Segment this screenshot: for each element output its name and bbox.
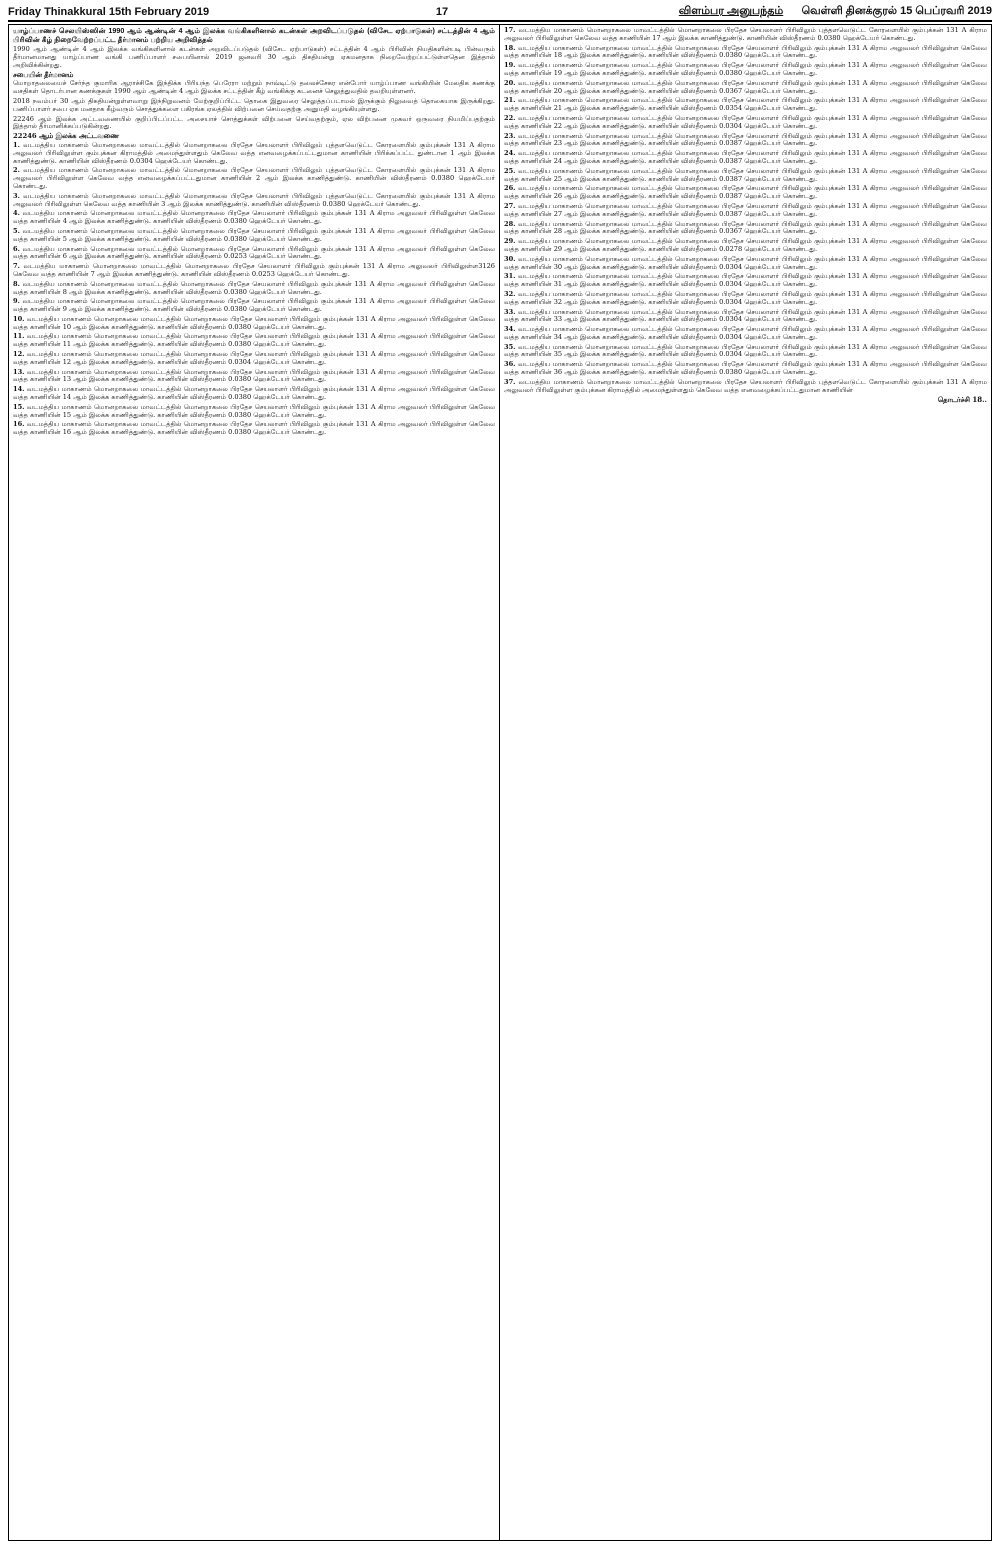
lot-description: வடமத்திய மாகாணம் மொனறாகலை மாவட்டத்தில் மொனறாகலை பிரதேச செயலாளர் பிரிவிலும் கும்புக்கன் 131 A கிராம அலுவலர் பிரிவிலுள்ள கெலேவ வத்த காணியின் 27 ஆம் இலக்க காணித்துண்டு. காணியின் விஸ்தீரணம் 0.0387 ஹெக்டேயர் கொண்டது. [504, 201, 987, 218]
land-lot-entry [13, 228, 495, 244]
page-header [8, 4, 992, 22]
land-lot-entry [504, 150, 987, 166]
lot-description: வடமத்திய மாகாணம் மொனறாகலை மாவட்டத்தில் மொனறாகலை பிரதேச செயலாளர் பிரிவிலும் கும்புக்கன் 131 A கிராம அலுவலர் பிரிவிலுள்ள கெலேவ வத்த காணியின் 25 ஆம் இலக்க காணித்துண்டு. காணியின் விஸ்தீரணம் 0.0387 ஹெக்டேயர் கொண்டது. [504, 166, 987, 183]
lot-description: வடமத்திய மாகாணம் மொனறாகலை மாவட்டத்தில் மொனறாகலை பிரதேச செயலாளர் பிரிவிலும் கும்புக்கன் 131 A கிராம அலுவலர் பிரிவிலுள்ள கெலேவ வத்த காணியின் 34 ஆம் இலக்க காணித்துண்டு. காணியின் விஸ்தீரணம் 0.0304 ஹெக்டேயர் கொண்டது. [504, 325, 987, 341]
resolution-body-1: மொறாதலையைச் சேர்ந்த குமாரிக ஆராச்சிகே இந்திக்க பிரியந்த பெரேரா மற்றும் நாவ்டிட்டு தலைச்சேகர என்போர் யாழ்ப்பாண வங்கியின் மேலதிக கணக்கு வசதிகள் தொடர்பான கணக்குகள் 1990 ஆம் ஆண்டின் 4 ஆம் இலக்க சட்டத்தின் கீழ் வங்கிக்கு கடனைச் செலுத்துவதில் தவறியுள்ளனர். [13, 79, 495, 96]
land-lot-entry [13, 351, 495, 367]
lot-description: வடமத்திய மாகாணம் மொனறாகலை மாவட்டத்தில் மொனறாகலை பிரதேச செயலாளர் பிரிவிலும் கும்புக்கன் 131 A கிராம அலுவலர் பிரிவிலுள்ள கெலேவ வத்த காணியின் 32 ஆம் இலக்க காணித்துண்டு. காணியின் விஸ்தீரணம் 0.0304 ஹெக்டேயர் கொண்டது. [504, 289, 987, 306]
lot-number: 17. [504, 26, 516, 34]
lot-number: 22. [504, 113, 516, 122]
lot-description: வடமத்திய மாகாணம் மொனறாகலை மாவட்டத்தில் மொனறாகலை பிரதேச செயலாளர் பிரிவிலும் கும்புக்கன் 131 A கிராம அலுவலர் பிரிவிலுள்ள கெலேவ வத்த காணியின் 28 ஆம் இலக்க காணித்துண்டு. காணியின் விஸ்தீரணம் 0.0367 ஹெக்டேயர் கொண்டது. [504, 219, 987, 236]
continued-note: தொடர்ச்சி 18.. [937, 395, 987, 405]
lot-number: 3. [13, 191, 20, 200]
resolution-body-3: 22246 ஆம் இலக்க அட்டவணையில் குறிப்பிடப்பட்ட அசையாச் சொத்துக்கள் விற்பனை செய்வதற்கும், ஏல விற்பனை முகவர் ஒருவரை நியமிப்பதற்கும் இத்தால் தீர்மானிக்கப்படுகின்றது. [13, 114, 495, 131]
lot-number: 1. [13, 140, 20, 149]
land-lot-entry [13, 167, 495, 190]
lot-description: வடமத்திய மாகாணம் மொனறாகலை மாவட்டத்தில் மொனறாகலை பிரதேச செயலாளர் பிரிவிலும் கும்புக்கன் 131 A கிராம அலுவலர் பிரிவிலுள்ள கெலேவ வத்த காணியின் 5 ஆம் இலக்க காணித்துண்டு. காணியின் விஸ்தீரணம் 0.0380 ஹெக்டேயர் கொண்டது. [13, 226, 495, 243]
lot-description: வடமத்திய மாகாணம் மொனறாகலை மாவட்டத்தில் மொனறாகலை பிரதேச செயலாளர் பிரிவிலும் கும்புக்கன் 131 A கிராம அலுவலர் பிரிவிலுள்ள கெலேவ வத்த காணியின் 29 ஆம் இலக்க காணித்துண்டு. காணியின் விஸ்தீரணம் 0.0278 ஹெக்டேயர் கொண்டது. [504, 237, 987, 253]
land-lot-entry [13, 142, 495, 165]
lot-description: வடமத்திய மாகாணம் மொனறாகலை மாவட்டத்தில் மொனறாகலை பிரதேச செயலாளர் பிரிவிலும் கும்புக்கன் 131 A கிராம அலுவலர் பிரிவிலுள்ள கெலேவ வத்த காணியின் 6 ஆம் இலக்க காணித்துண்டு. காணியின் விஸ்தீரணம் 0.0253 ஹெக்டேயர் கொண்டது. [13, 244, 495, 261]
land-lot-entry [13, 298, 495, 314]
land-lot-entry [13, 404, 495, 420]
lot-description: வடமத்திய மாகாணம் மொனறாகலை மாவட்டத்தில் மொனறாகலை பிரதேச செயலாளர் பிரிவிலும் கும்புக்கன் 131 A கிராம அலுவலர் பிரிவிலுள்ள கெலேவ வத்த காணியின் 24 ஆம் இலக்க காணித்துண்டு. காணியின் விஸ்தீரணம் 0.0387 ஹெக்டேயர் கொண்டது. [504, 149, 987, 165]
land-lot-entry [504, 291, 987, 307]
land-lot-entry [504, 361, 987, 377]
land-lot-entry [504, 27, 987, 43]
land-lot-entry [13, 421, 495, 437]
lot-number: 2. [13, 166, 20, 175]
lot-description: வடமத்திய மாகாணம் மொனறாகலை மாவட்டத்தில் மொனறாகலை பிரதேச செயலாளர் பிரிவிலும் கும்புக்கன் 131 A கிராம அலுவலர் பிரிவிலுள்ள கெலேவ வத்த காணியின் 33 ஆம் இலக்க காணித்துண்டு. காணியின் விஸ்தீரணம் 0.0304 ஹெக்டேயர் கொண்டது. [504, 307, 987, 324]
land-lot-entry [504, 62, 987, 78]
lot-description: வடமத்திய மாகாணம் மொனறாகலை மாவட்டத்தில் மொனறாகலை பிரதேச செயலாளர் பிரிவிலும் புத்தளவெடுட்ட கோரளையில் கும்புக்கன் 131 A கிராம அலுவலர் பிரிவிலுள்ள கெலேவ வத்த காணியின் 17 ஆம் இலக்க காணித்துண்டு. காணியின் விஸ்தீரணம் 0.0380 ஹெக்டேயர் கொண்டது. [504, 26, 987, 42]
lot-number: 28. [504, 219, 516, 228]
land-lot-entry [504, 97, 987, 113]
lot-number: 14. [13, 385, 25, 394]
lot-number: 12. [13, 350, 25, 359]
lot-description: வடமத்திய மாகாணம் மொனறாகலை மாவட்டத்தில் மொனறாகலை பிரதேச செயலாளர் பிரிவிலும் கும்புக்கன் 131 A கிராம அலுவலர் பிரிவிலுள்ள கெலேவ வத்த காணியின் 18 ஆம் இலக்க காணித்துண்டு. காணியின் விஸ்தீரணம் 0.0380 ஹெக்டேயர் கொண்டது. [504, 43, 987, 60]
lot-number: 4. [13, 209, 20, 218]
header-tamil-date [675, 5, 992, 19]
print-stamp: 3126 [478, 262, 495, 271]
land-lot-entry [504, 80, 987, 96]
lot-number: 35. [504, 342, 516, 351]
lot-number: 13. [13, 367, 25, 376]
lot-description: வடமத்திய மாகாணம் மொனறாகலை மாவட்டத்தில் மொனறாகலை பிரதேச செயலாளர் பிரிவிலும் கும்புக்கன் 131 A கிராம அலுவலர் பிரிவிலுள்ள கெலேவ வத்த காணியின் 10 ஆம் இலக்க காணித்துண்டு. காணியின் விஸ்தீரணம் 0.0380 ஹெக்டேயர் கொண்டது. [13, 314, 495, 331]
lot-number: 19. [504, 61, 516, 70]
right-column [500, 25, 991, 1540]
lot-description: வடமத்திய மாகாணம் மொனறாகலை மாவட்டத்தில் மொனறாகலை பிரதேச செயலாளர் பிரிவிலும் கும்புக்கன் 131 A கிராம அலுவலர் பிரிவிலுள்ள கெலேவ வத்த காணியின் 30 ஆம் இலக்க காணித்துண்டு. காணியின் விஸ்தீரணம் 0.0304 ஹெக்டேயர் கொண்டது. [504, 254, 987, 271]
lot-number: 21. [504, 96, 516, 105]
lot-number: 20. [504, 78, 516, 87]
lot-description: வடமத்திய மாகாணம் மொனறாகலை மாவட்டத்தில் மொனறாகலை பிரதேச செயலாளர் பிரிவிலும் கும்புக்கன் 131 A கிராம அலுவலர் பிரிவிலுள்ள கெலேவ வத்த காணியின் 13 ஆம் இலக்க காணித்துண்டு. காணியின் விஸ்தீரணம் 0.0380 ஹெக்டேயர் கொண்டது. [13, 367, 495, 384]
lots-list-left [13, 142, 495, 437]
lot-description: வடமத்திய மாகாணம் மொனறாகலை மாவட்டத்தில் மொனறாகலை பிரதேச செயலாளர் பிரிவிலும் கும்புக்கன் 131 A கிராம அலுவலர் பிரிவிலுள்ள கெலேவ வத்த காணியின் 15 ஆம் இலக்க காணித்துண்டு. காணியின் விஸ்தீரணம் 0.0380 ஹெக்டேயர் கொண்டது. [13, 402, 495, 419]
resolution-body-2: 2018 நவம்பர் 30 ஆம் திகதியன்றுள்ளவாறு இந்நிறுவனம் மேற்குறிப்பிட்ட தொகை இதுவரை செலுத்தப்படாமல் இருக்கும் நிலுவைத் தொகையாக இருக்கிறது. பணிப்பாளர் சபை ஏக மனதாக கீழ்வரும் சொத்துக்களை பகிரங்க ஏலத்தில் விற்பனை செய்வதற்கு அனுமதி வழங்கியுள்ளது. [13, 96, 495, 113]
lot-number: 31. [504, 272, 516, 281]
resolution-heading: சபையின் தீர்மானம் [13, 70, 74, 79]
land-lot-entry [504, 309, 987, 325]
lot-description: வடமத்திய மாகாணம் மொனறாகலை மாவட்டத்தில் மொனறாகலை பிரதேச செயலாளர் பிரிவிலும் கும்புக்கன் 131 A கிராம அலுவலர் பிரிவிலுள்ள கெலேவ வத்த காணியின் 11 ஆம் இலக்க காணித்துண்டு. காணியின் விஸ்தீரணம் 0.0380 ஹெக்டேயர் கொண்டது. [13, 332, 495, 349]
land-lot-entry [504, 238, 987, 254]
left-column [9, 25, 500, 1540]
land-lot-entry [504, 256, 987, 272]
lot-number: 8. [13, 279, 20, 288]
land-lot-entry [504, 326, 987, 342]
land-lot-entry [504, 379, 987, 395]
lot-number: 6. [13, 244, 20, 253]
lot-description: வடமத்திய மாகாணம் மொனறாகலை மாவட்டத்தில் மொனறாகலை பிரதேச செயலாளர் பிரிவிலும் கும்புக்கன் 131 A கிராம அலுவலர் பிரிவிலுள்ள கெலேவ வத்த காணியின் 8 ஆம் இலக்க காணித்துண்டு. காணியின் விஸ்தீரணம் 0.0380 ஹெக்டேயர் கொண்டது. [13, 279, 495, 296]
header-english-date: Friday Thinakkural 15th February 2019 [8, 6, 210, 18]
land-lot-entry [504, 185, 987, 201]
lot-description: வடமத்திய மாகாணம் மொனறாகலை மாவட்டத்தில் மொனறாகலை பிரதேச செயலாளர் பிரிவிலும் கும்புக்கன் 131 A கிராம அலுவலர் பிரிவிலுள்ள கெலேவ வத்த காணியின் 20 ஆம் இலக்க காணித்துண்டு. காணியின் விஸ்தீரணம் 0.0367 ஹெக்டேயர் கொண்டது. [504, 78, 987, 95]
lot-description: வடமத்திய மாகாணம் மொனறாகலை மாவட்டத்தில் மொனறாகலை பிரதேச செயலாளர் பிரிவிலும் கும்புக்கன் 131 A கிராம அலுவலர் பிரிவிலுள்ள கெலேவ வத்த காணியின் 36 ஆம் இலக்க காணித்துண்டு. காணியின் விஸ்தீரணம் 0.0380 ஹெக்டேயர் கொண்டது. [504, 360, 987, 377]
lots-list-right [504, 27, 987, 394]
lot-number: 23. [504, 131, 516, 140]
lot-number: 16. [13, 420, 25, 429]
land-lot-entry [13, 246, 495, 262]
lot-number: 24. [504, 149, 516, 158]
land-lot-entry [13, 263, 495, 279]
section-title: விளம்பர அனுபந்தம் [678, 5, 784, 17]
lot-description: வடமத்திய மாகாணம் மொனறாகலை மாவட்டத்தில் மொனறாகலை பிரதேச செயலாளர் பிரிவிலும் புத்தளவெடுட்ட கோரளையில் கும்புக்கன் 131 A கிராம அலுவலர் பிரிவிலுள்ள கெலேவ வத்த காணியின் 3 ஆம் இலக்க காணித்துண்டு. காணியின் விஸ்தீரணம் 0.0380 ஹெக்டேயர் கொண்டது. [13, 191, 495, 208]
header-tamil-date-text: வெள்ளி தினக்குரல் 15 பெப்ரவரி 2019 [801, 5, 992, 17]
lot-number: 18. [504, 43, 516, 52]
lot-number: 15. [13, 402, 25, 411]
land-lot-entry [504, 133, 987, 149]
land-lot-entry [13, 316, 495, 332]
land-lot-entry [13, 193, 495, 209]
notice-frame [8, 24, 992, 1541]
lot-number: 7. [13, 262, 20, 271]
lot-description: வடமத்திய மாகாணம் மொனறாகலை மாவட்டத்தில் மொனறாகலை பிரதேச செயலாளர் பிரிவிலும் கும்புக்கன் 131 A கிராம அலுவலர் பிரிவிலுள்ள கெலேவ வத்த காணியின் 7 ஆம் இலக்க காணித்துண்டு. காணியின் விஸ்தீரணம் 0.0253 ஹெக்டேயர் கொண்டது. [13, 262, 479, 278]
lot-number: 33. [504, 307, 516, 316]
lot-description: வடமத்திய மாகாணம் மொனறாகலை மாவட்டத்தில் மொனறாகலை பிரதேச செயலாளர் பிரிவிலும் கும்புக்கன் 131 A கிராம அலுவலர் பிரிவிலுள்ள கெலேவ வத்த காணியின் 22 ஆம் இலக்க காணித்துண்டு. காணியின் விஸ்தீரணம் 0.0304 ஹெக்டேயர் கொண்டது. [504, 113, 987, 130]
lot-description: வடமத்திய மாகாணம் மொனறாகலை மாவட்டத்தில் மொனறாகலை பிரதேச செயலாளர் பிரிவிலும் கும்புக்கன் 131 A கிராம அலுவலர் பிரிவிலுள்ள கெலேவ வத்த காணியின் 35 ஆம் இலக்க காணித்துண்டு. காணியின் விஸ்தீரணம் 0.0304 ஹெக்டேயர் கொண்டது. [504, 342, 987, 359]
lot-description: வடமத்திய மாகாணம் மொனறாகலை மாவட்டத்தில் மொனறாகலை பிரதேச செயலாளர் பிரிவிலும் கும்புக்கன் 131 A கிராம அலுவலர் பிரிவிலுள்ள கெலேவ வத்த காணியின் 19 ஆம் இலக்க காணித்துண்டு. காணியின் விஸ்தீரணம் 0.0380 ஹெக்டேயர் கொண்டது. [504, 61, 987, 77]
land-lot-entry [13, 369, 495, 385]
land-lot-entry [13, 281, 495, 297]
lot-description: வடமத்திய மாகாணம் மொனறாகலை மாவட்டத்தில் மொனறாகலை பிரதேச செயலாளர் பிரிவிலும் கும்புக்கன் 131 A கிராம அலுவலர் பிரிவிலுள்ள கெலேவ வத்த காணியின் 14 ஆம் இலக்க காணித்துண்டு. காணியின் விஸ்தீரணம் 0.0380 ஹெக்டேயர் கொண்டது. [13, 385, 495, 402]
lot-description: வடமத்திய மாகாணம் மொனறாகலை மாவட்டத்தில் மொனறாகலை பிரதேச செயலாளர் பிரிவிலும் கும்புக்கன் 131 A கிராம அலுவலர் பிரிவிலுள்ள கெலேவ வத்த காணியின் 9 ஆம் இலக்க காணித்துண்டு. காணியின் விஸ்தீரணம் 0.0380 ஹெக்டேயர் கொண்டது. [13, 297, 495, 314]
lot-number: 10. [13, 314, 25, 323]
page-number: 17 [435, 6, 449, 18]
lot-number: 5. [13, 226, 20, 235]
land-lot-entry [504, 221, 987, 237]
lot-description: வடமத்திய மாகாணம் மொனறாகலை மாவட்டத்தில் மொனறாகலை பிரதேச செயலாளர் பிரிவிலும் கும்புக்கன் 131 A கிராம அலுவலர் பிரிவிலுள்ள கெலேவ வத்த காணியின் 16 ஆம் இலக்க காணித்துண்டு. காணியின் விஸ்தீரணம் 0.0380 ஹெக்டேயர் கொண்டது. [13, 420, 495, 437]
notice-title: யாழ்ப்பாணச் செலயிஸ்ஸின் 1990 ஆம் ஆண்டின் 4 ஆம் இலக்க வங்கிகளினால் கடன்கள் அறவிடப்படுதல் (விசேட ஏற்பாடுகள்) சட்டத்தின் 4 ஆம் பிரிவின் கீழ் நிறைவேற்றப்பட்ட தீர்மானம் பற்றிய அறிவித்தல் [13, 26, 495, 44]
lot-number: 9. [13, 297, 20, 306]
lot-description: வடமத்திய மாகாணம் மொனறாகலை மாவட்டத்தில் மொனறாகலை பிரதேச செயலாளர் பிரிவிலும் கும்புக்கன் 131 A கிராம அலுவலர் பிரிவிலுள்ள கெலேவ வத்த காணியின் 21 ஆம் இலக்க காணித்துண்டு. காணியின் விஸ்தீரணம் 0.0354 ஹெக்டேயர் கொண்டது. [504, 96, 987, 113]
schedule-heading: 22246 ஆம் இலக்க அட்டவணை [13, 132, 119, 141]
lot-description: வடமத்திய மாகாணம் மொனறாகலை மாவட்டத்தில் மொனறாகலை பிரதேச செயலாளர் பிரிவிலும் புத்தளவெடுட்ட கோரளையில் கும்புக்கன் 131 A கிராம அலுவலர் பிரிவிலுள்ள கும்புக்கன கிராமத்தில் அமைந்துள்ளதும் கெலேவ வத்த எனவழைக்கப்பட்டதுமான காணியின் [504, 377, 987, 394]
land-lot-entry [504, 273, 987, 289]
land-lot-entry [504, 168, 987, 184]
lot-number: 29. [504, 237, 516, 246]
land-lot-entry [504, 344, 987, 360]
lot-number: 11. [13, 332, 25, 341]
lot-description: வடமத்திய மாகாணம் மொனறாகலை மாவட்டத்தில் மொனறாகலை பிரதேச செயலாளர் பிரிவிலும் கும்புக்கன் 131 A கிராம அலுவலர் பிரிவிலுள்ள கெலேவ வத்த காணியின் 12 ஆம் இலக்க காணித்துண்டு. காணியின் விஸ்தீரணம் 0.0304 ஹெக்டேயர் கொண்டது. [13, 350, 495, 366]
lot-number: 26. [504, 184, 516, 193]
lot-number: 32. [504, 289, 516, 298]
notice-intro: 1990 ஆம் ஆண்டின் 4 ஆம் இலக்க வங்கிகளினால் கடன்கள் அறவிடப்படுதல் (விசேட ஏற்பாடுகள்) சட்டத்தின் 4 ஆம் பிரிவின் நியதிகளின்படி பின்வரும் தீர்மானமானது யாழ்ப்பாண வங்கி பணிப்பாளர் சபையினால் 2019 ஜனவரி 30 ஆம் திகதியன்று ஏகமனதாக நிறைவேற்றப்பட்டுள்ளதென இத்தால் அறிவிக்கின்றது. [13, 45, 495, 69]
lot-number: 27. [504, 201, 516, 210]
lot-description: வடமத்திய மாகாணம் மொனறாகலை மாவட்டத்தில் மொனறாகலை பிரதேச செயலாளர் பிரிவிலும் கும்புக்கன் 131 A கிராம அலுவலர் பிரிவிலுள்ள கெலேவ வத்த காணியின் 23 ஆம் இலக்க காணித்துண்டு. காணியின் விஸ்தீரணம் 0.0387 ஹெக்டேயர் கொண்டது. [504, 131, 987, 148]
lot-description: வடமத்திய மாகாணம் மொனறாகலை மாவட்டத்தில் மொனறாகலை பிரதேச செயலாளர் பிரிவிலும் புத்தளவெடுட்ட கோரளையில் கும்புக்கன் 131 A கிராம அலுவலர் பிரிவிலுள்ள கெலேவ வத்த எனவழைக்கப்பட்டதுமான காணியின் 2 ஆம் இலக்க காணித்துண்டு. காணியின் விஸ்தீரணம் 0.0380 ஹெக்டேயர் கொண்டது. [13, 166, 495, 190]
land-lot-entry [504, 203, 987, 219]
land-lot-entry [13, 210, 495, 226]
lot-number: 37. [504, 377, 516, 386]
lot-description: வடமத்திய மாகாணம் மொனறாகலை மாவட்டத்தில் மொனறாகலை பிரதேச செயலாளர் பிரிவிலும் கும்புக்கன் 131 A கிராம அலுவலர் பிரிவிலுள்ள கெலேவ வத்த காணியின் 31 ஆம் இலக்க காணித்துண்டு. காணியின் விஸ்தீரணம் 0.0304 ஹெக்டேயர் கொண்டது. [504, 272, 987, 289]
lot-description: வடமத்திய மாகாணம் மொனறாகலை மாவட்டத்தில் மொனறாகலை பிரதேச செயலாளர் பிரிவிலும் கும்புக்கன் 131 A கிராம அலுவலர் பிரிவிலுள்ள கெலேவ வத்த காணியின் 26 ஆம் இலக்க காணித்துண்டு. காணியின் விஸ்தீரணம் 0.0387 ஹெக்டேயர் கொண்டது. [504, 184, 987, 201]
lot-number: 34. [504, 325, 516, 334]
land-lot-entry [13, 386, 495, 402]
lot-number: 25. [504, 166, 516, 175]
land-lot-entry [504, 45, 987, 61]
lot-description: வடமத்திய மாகாணம் மொனறாகலை மாவட்டத்தில் மொனறாகலை பிரதேச செயலாளர் பிரிவிலும் புத்தளவெடுட்ட கோரளையில் கும்புக்கன் 131 A கிராம அலுவலர் பிரிவிலுள்ள கும்புக்கன கிராமத்தில் அமைந்துள்ளதும் கெலேவ வத்த எனவழைக்கப்பட்டதுமான காணியின் பிரிக்கப்பட்ட துண்டான 1 ஆம் இலக்க காணித்துண்டு. காணியின் விஸ்தீரணம் 0.0304 ஹெக்டேயர் கொண்டது. [13, 140, 495, 165]
lot-number: 30. [504, 254, 516, 263]
lot-number: 36. [504, 360, 516, 369]
land-lot-entry [504, 115, 987, 131]
land-lot-entry [13, 333, 495, 349]
lot-description: வடமத்திய மாகாணம் மொனறாகலை மாவட்டத்தில் மொனறாகலை பிரதேச செயலாளர் பிரிவிலும் கும்புக்கன் 131 A கிராம அலுவலர் பிரிவிலுள்ள கெலேவ வத்த காணியின் 4 ஆம் இலக்க காணித்துண்டு. காணியின் விஸ்தீரணம் 0.0380 ஹெக்டேயர் கொண்டது. [13, 209, 495, 226]
